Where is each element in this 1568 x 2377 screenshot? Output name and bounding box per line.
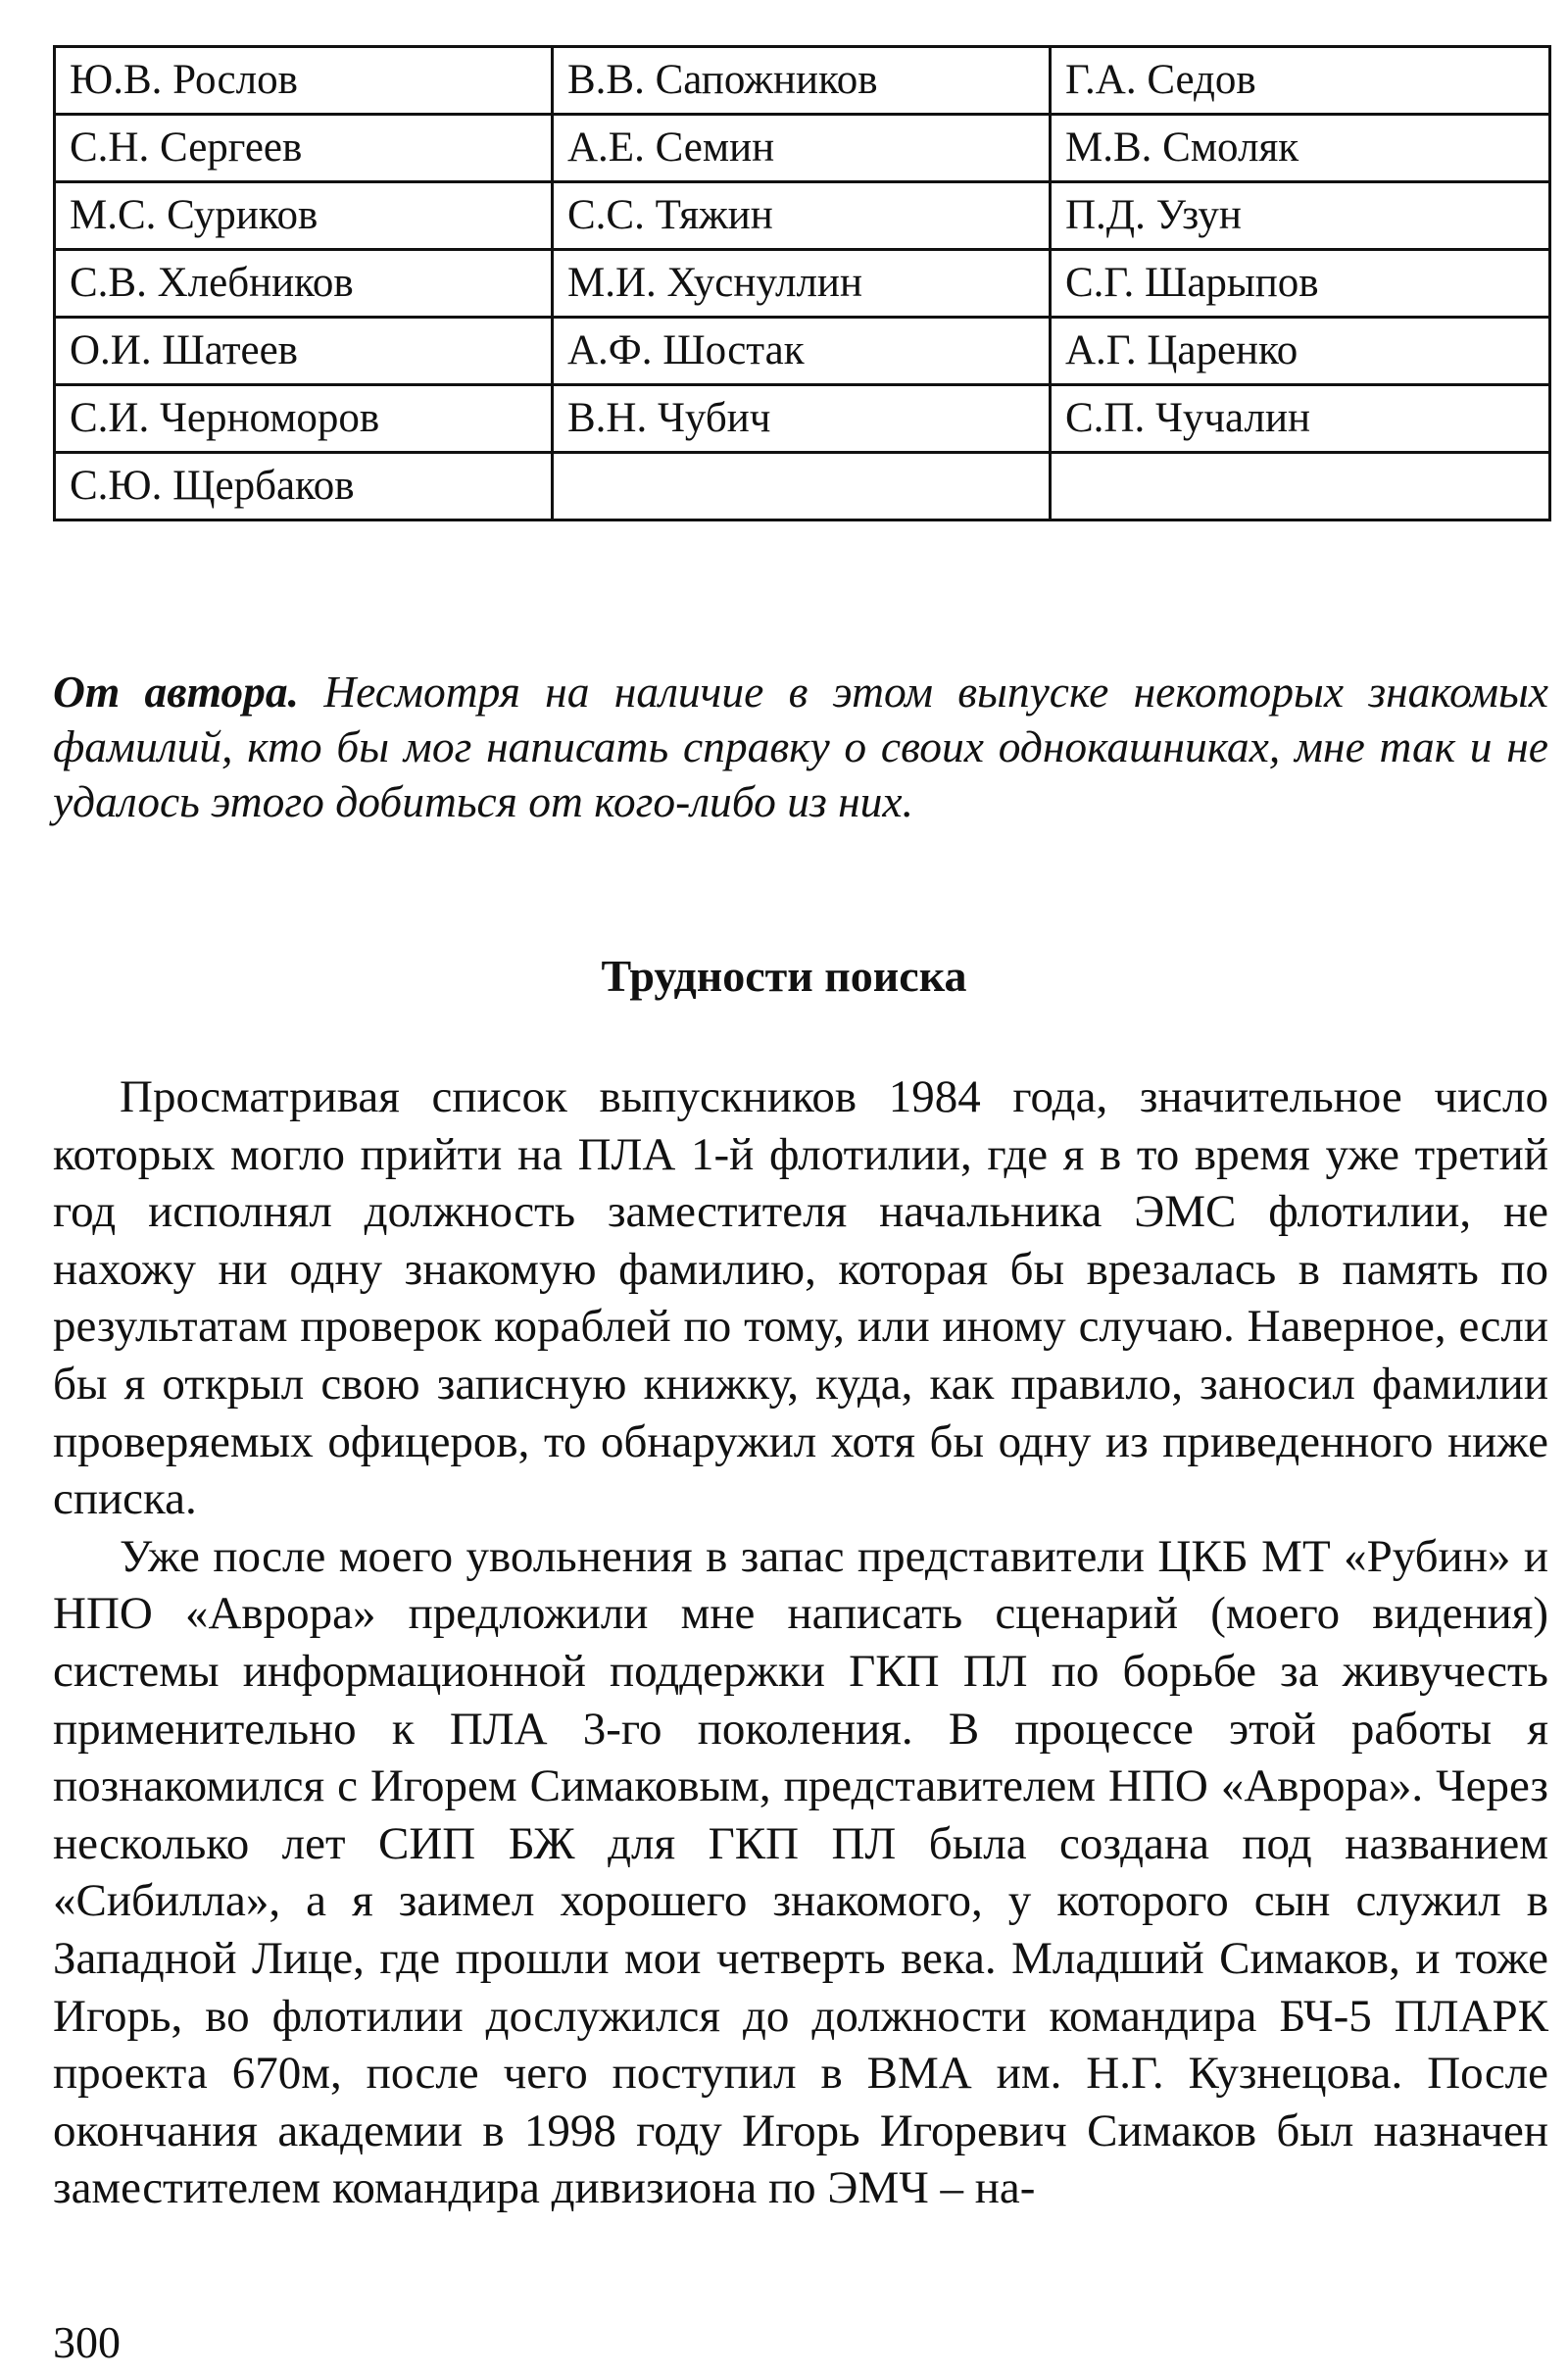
- table-row: [55, 115, 1550, 182]
- section-body: [53, 1068, 1548, 2217]
- paragraph: Уже после моего увольнения в запас представители ЦКБ МТ «Рубин» и НПО «Аврора» предложили мне написать сценарий (моего видения) системы информационной поддержки ГКП ПЛ по борьбе за живучесть применительно к ПЛА 3-го поколения. В процессе этой работы я познакомился с Игорем Симаковым, представителем НПО «Аврора». Через несколько лет СИП БЖ для ГКП ПЛ была создана под названием «Сибилла», а я заимел хорошего знакомого, у которого сын служил в Западной Лице, где прошли мои четверть века. Младший Симаков, и тоже Игорь, во флотилии дослужился до должности командира БЧ-5 ПЛАРК проекта 670м, после чего поступил в ВМА им. Н.Г. Кузнецова. После окончания академии в 1998 году Игорь Игоревич Симаков был назначен заместителем командира дивизиона по ЭМЧ – на-: [53, 1530, 1548, 2214]
- names-table: [53, 45, 1551, 521]
- table-row: [55, 47, 1550, 115]
- table-cell: С.В. Хлебников: [55, 250, 553, 318]
- table-cell: С.Г. Шарыпов: [1051, 250, 1550, 318]
- table-cell: Г.А. Седов: [1051, 47, 1550, 115]
- table-cell: С.С. Тяжин: [553, 182, 1051, 250]
- table-cell: Ю.В. Рослов: [55, 47, 553, 115]
- table-row: [55, 250, 1550, 318]
- table-row: [55, 318, 1550, 385]
- table-cell: А.Г. Царенко: [1051, 318, 1550, 385]
- table-row: [55, 453, 1550, 520]
- table-cell: М.В. Смоляк: [1051, 115, 1550, 182]
- section-title: Трудности поиска: [601, 951, 967, 1001]
- table-cell: С.П. Чучалин: [1051, 385, 1550, 453]
- table-cell: С.И. Черноморов: [55, 385, 553, 453]
- table-cell-empty: [553, 453, 1051, 520]
- author-note-lead: От автора.: [53, 667, 300, 717]
- table-cell: М.С. Суриков: [55, 182, 553, 250]
- paragraph: Просматривая список выпускников 1984 года, значительное число которых могло прийти на ПЛА 1-й флотилии, где я в то время уже третий год исполнял должность заместителя начальника ЭМС флотилии, не нахожу ни одну знакомую фамилию, которая бы врезалась в память по результатам проверок кораблей по тому, или иному случаю. Наверное, если бы я открыл свою записную книжку, куда, как правило, заносил фамилии проверяемых офицеров, то обнаружил хотя бы одну из приведенного ниже списка.: [53, 1071, 1548, 1525]
- table-cell-empty: [1051, 453, 1550, 520]
- table-cell: А.Е. Семин: [553, 115, 1051, 182]
- table-row: [55, 385, 1550, 453]
- table-cell: В.В. Сапожников: [553, 47, 1051, 115]
- author-note-text: Несмотря на наличие в этом выпуске некоторых знакомых фамилий, кто бы мог написать справку о своих однокашниках, мне так и не удалось этого добиться от кого-либо из них.: [53, 667, 1549, 826]
- table-row: [55, 182, 1550, 250]
- table-cell: В.Н. Чубич: [553, 385, 1051, 453]
- table-cell: О.И. Шатеев: [55, 318, 553, 385]
- table-cell: С.Н. Сергеев: [55, 115, 553, 182]
- table-cell: П.Д. Узун: [1051, 182, 1550, 250]
- table-cell: С.Ю. Щербаков: [55, 453, 553, 520]
- table-cell: М.И. Хуснуллин: [553, 250, 1051, 318]
- page-number: 300: [53, 2317, 121, 2367]
- table-cell: А.Ф. Шостак: [553, 318, 1051, 385]
- author-note: [53, 665, 1548, 829]
